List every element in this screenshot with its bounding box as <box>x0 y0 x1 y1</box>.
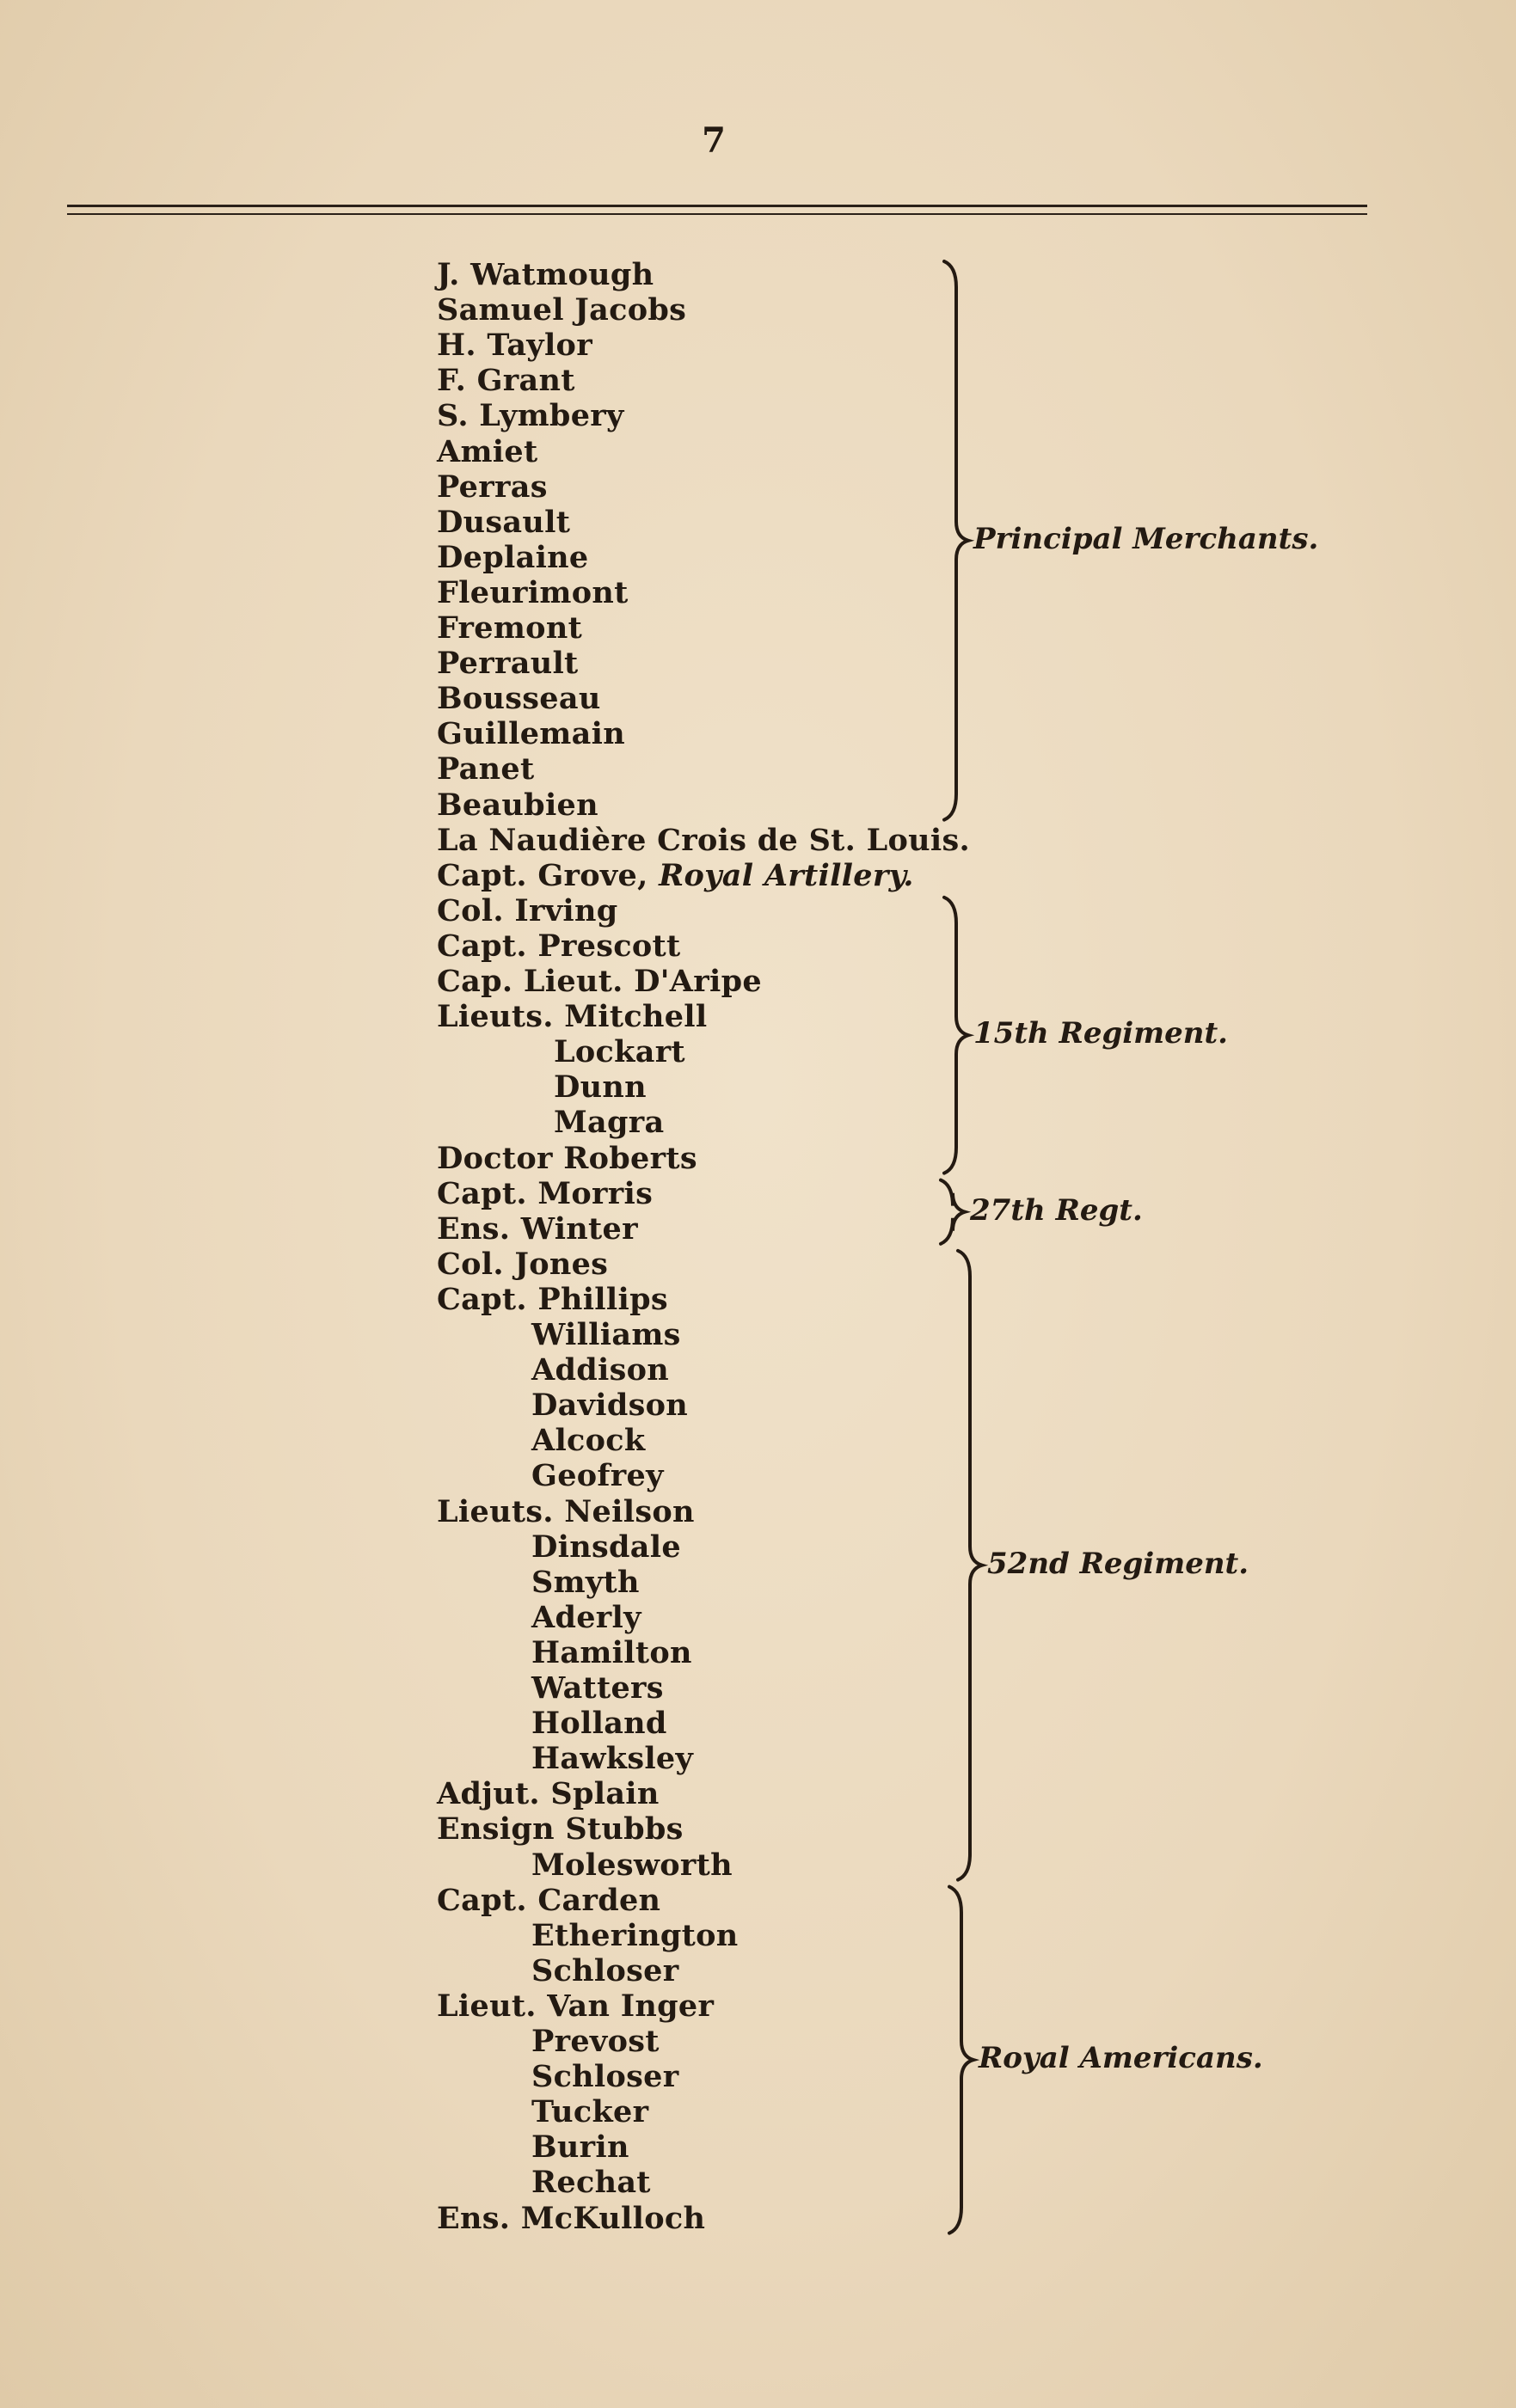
name-entry: Capt. Prescott <box>437 928 681 964</box>
name-entry: Ens. McKulloch <box>437 2200 706 2236</box>
name-entry: Doctor Roberts <box>437 1140 697 1176</box>
name-entry: Lockart <box>554 1034 685 1070</box>
name-entry: H. Taylor <box>437 328 592 364</box>
name-entry: Burin <box>531 2129 629 2166</box>
name-entry: Capt. Carden <box>437 1882 661 1918</box>
name-entry: Amiet <box>437 433 538 469</box>
name-entry: Adjut. Splain <box>437 1776 660 1812</box>
name-entry: Smyth <box>531 1564 640 1600</box>
name-entry: Schloser <box>531 1952 679 1988</box>
name-entry: Ens. Winter <box>437 1210 638 1247</box>
name-entry: Hamilton <box>531 1634 692 1670</box>
name-entry: Capt. Morris <box>437 1175 654 1211</box>
brace-4 <box>949 1887 973 2233</box>
group-label: 15th Regiment. <box>973 1016 1229 1051</box>
name-entry: Deplaine <box>437 539 589 575</box>
name-entry: Capt. Grove, Royal Artillery. <box>437 857 914 893</box>
name-entry: Panet <box>437 751 535 787</box>
name-entry: Bousseau <box>437 681 601 717</box>
name-entry: Fremont <box>437 610 583 646</box>
name-entry: Fleurimont <box>437 574 629 610</box>
name-entry: La Naudière Crois de St. Louis. <box>437 822 970 858</box>
name-entry: Molesworth <box>531 1847 733 1883</box>
name-entry: Tucker <box>531 2094 649 2130</box>
name-entry: Prevost <box>531 2024 660 2059</box>
name-entry: Guillemain <box>437 716 625 752</box>
group-label: Royal Americans. <box>979 2041 1263 2076</box>
name-entry: Col. Jones <box>437 1246 609 1282</box>
brace-0 <box>944 261 968 820</box>
name-entry: Ensign Stubbs <box>437 1811 684 1847</box>
name-entry: S. Lymbery <box>437 398 624 434</box>
name-entry: Cap. Lieut. D'Aripe <box>437 964 762 999</box>
group-label: 52nd Regiment. <box>987 1546 1249 1581</box>
name-entry: Beaubien <box>437 787 598 823</box>
name-entry: Watters <box>531 1670 664 1706</box>
name-entry: Lieut. Van Inger <box>437 1988 715 2024</box>
name-entry: Dusault <box>437 504 571 540</box>
name-entry: Perrault <box>437 646 579 682</box>
name-entry: Dinsdale <box>531 1529 681 1565</box>
name-entry: Williams <box>531 1317 681 1352</box>
group-label: 27th Regt. <box>970 1192 1143 1228</box>
name-entry: Rechat <box>531 2165 651 2201</box>
name-entry: Lieuts. Neilson <box>437 1493 695 1529</box>
name-entry: Magra <box>554 1105 665 1141</box>
brace-1 <box>944 898 968 1173</box>
name-entry: Etherington <box>531 1917 739 1953</box>
name-entry: Hawksley <box>531 1741 694 1777</box>
name-entry: Addison <box>531 1352 669 1388</box>
brace-3 <box>958 1251 982 1880</box>
name-entry: J. Watmough <box>437 257 654 292</box>
name-entry: Capt. Phillips <box>437 1281 668 1317</box>
name-entry: F. Grant <box>437 363 575 399</box>
brace-2 <box>941 1180 965 1244</box>
page-number: 7 <box>702 120 726 161</box>
name-entry: Aderly <box>531 1599 641 1635</box>
name-entry: Geofrey <box>531 1458 664 1494</box>
name-entry: Dunn <box>554 1069 647 1106</box>
group-label: Principal Merchants. <box>973 521 1319 556</box>
name-entry: Lieuts. Mitchell <box>437 999 708 1035</box>
name-entry: Col. Irving <box>437 892 618 928</box>
name-entry: Schloser <box>531 2059 679 2095</box>
name-entry: Perras <box>437 469 548 505</box>
name-entry: Holland <box>531 1706 667 1742</box>
name-entry-italic: Royal Artillery. <box>648 857 914 893</box>
name-entry: Samuel Jacobs <box>437 292 687 328</box>
name-entry: Davidson <box>531 1388 689 1424</box>
name-entry: Alcock <box>531 1423 646 1459</box>
